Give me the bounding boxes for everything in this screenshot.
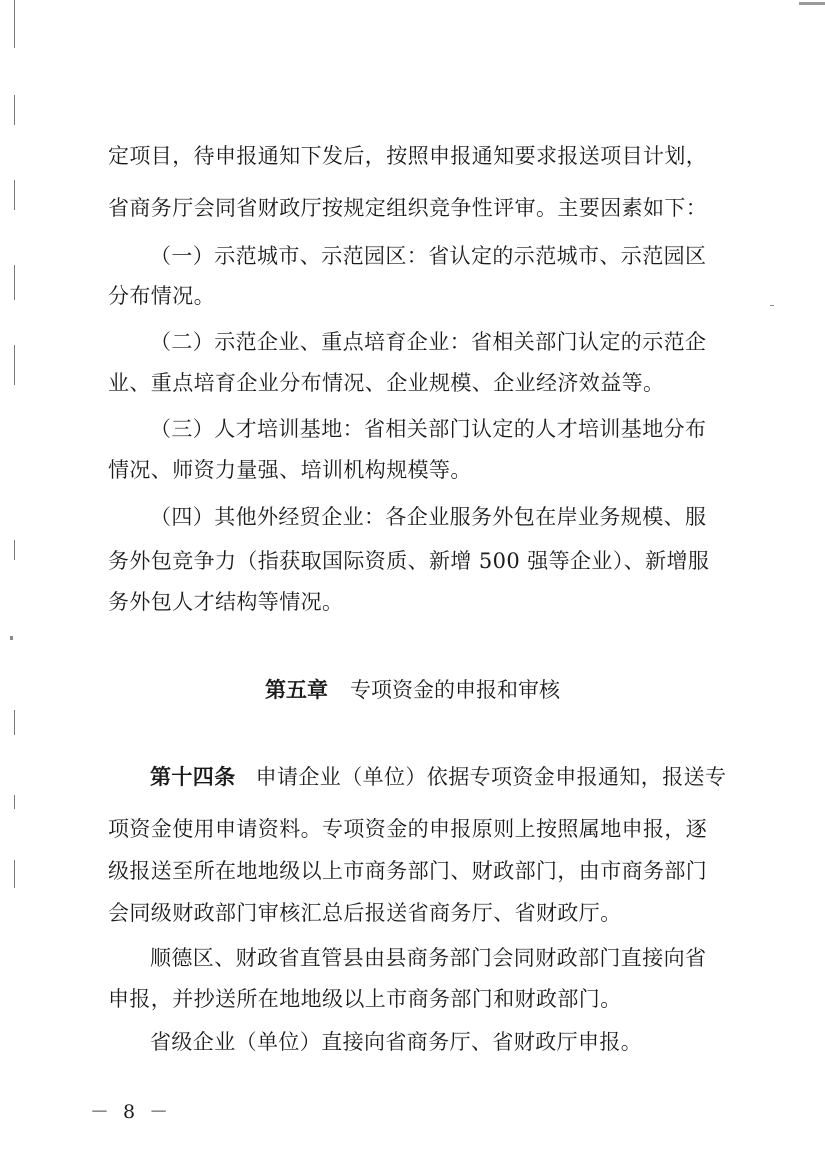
article-line: 会同级财政部门审核汇总后报送省商务厅、省财政厅。 [108,901,622,925]
paragraph-line: 省商务厅会同省财政厅按规定组织竞争性评审。主要因素如下： [108,196,708,220]
scan-edge-line-6 [14,540,15,560]
page-number: － 8 － [90,1101,173,1123]
scan-tick-1 [10,636,13,640]
scan-edge-line-2 [14,95,15,125]
article-line: 级报送至所在地地级以上市商务部门、财政部门，由市商务部门 [108,859,708,883]
scan-edge-line-7 [14,710,15,735]
list-item-line: （四）其他外经贸企业：各企业服务外包在岸业务规模、服 [150,505,707,529]
scan-edge-line-8 [14,795,15,809]
list-item-line: 务外包竞争力（指获取国际资质、新增 500 强等企业）、新增服 [108,549,710,573]
scan-edge-line-4 [14,265,15,300]
paragraph-line: 申报，并抄送所在地地级以上市商务部门和财政部门。 [108,987,622,1011]
list-item-line: 业、重点培育企业分布情况、企业规模、企业经济效益等。 [108,371,665,395]
scan-edge-line-5 [14,345,15,385]
article-text: 申请企业（单位）依据专项资金申报通知，报送专 [255,765,727,789]
article-label: 第十四条 [150,765,236,789]
list-item-line: 务外包人才结构等情况。 [108,590,344,614]
paragraph-line: 顺德区、财政省直管县由县商务部门会同财政部门直接向省 [150,946,707,970]
list-item-line: 情况、师资力量强、培训机构规模等。 [108,458,472,482]
scan-corner-mark [799,2,825,5]
chapter-title: 专项资金的申报和审核 [350,678,560,702]
scan-edge-line-9 [14,860,15,888]
chapter-number: 第五章 [265,678,328,702]
article-line [150,762,738,792]
scan-edge-line-3 [14,180,15,210]
scan-edge-line-1 [14,0,15,48]
list-item-line: 分布情况。 [108,284,215,308]
chapter-heading [0,675,825,705]
list-item-line: （一）示范城市、示范园区：省认定的示范城市、示范园区 [150,244,707,268]
article-line: 项资金使用申请资料。专项资金的申报原则上按照属地申报，逐 [108,817,708,841]
list-item-line: （二）示范企业、重点培育企业：省相关部门认定的示范企 [150,330,707,354]
scan-tick-2 [770,305,774,306]
list-item-line: （三）人才培训基地：省相关部门认定的人才培训基地分布 [150,417,707,441]
paragraph-line: 省级企业（单位）直接向省商务厅、省财政厅申报。 [150,1030,643,1054]
paragraph-line: 定项目，待申报通知下发后，按照申报通知要求报送项目计划， [108,144,708,168]
